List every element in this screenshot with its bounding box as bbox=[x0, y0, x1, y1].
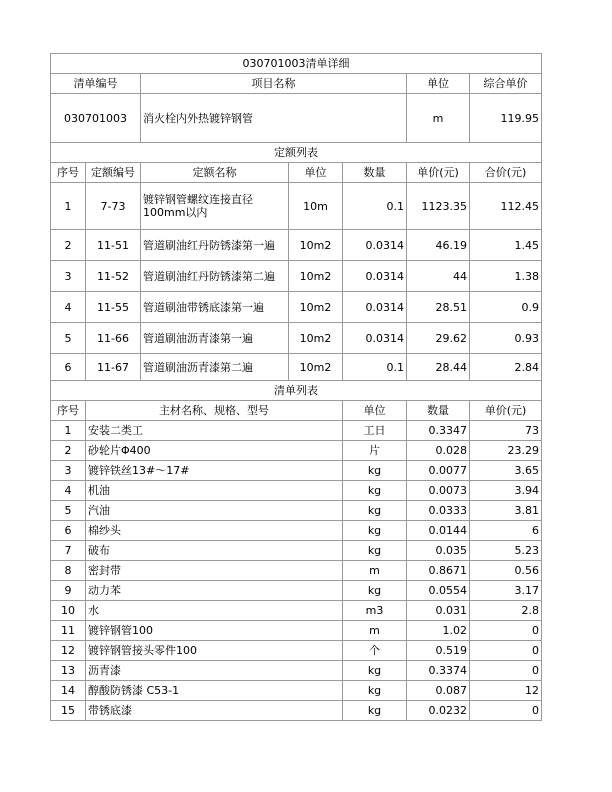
bill-price: 119.95 bbox=[470, 94, 542, 143]
quota-total: 1.38 bbox=[470, 261, 542, 292]
header-cell: 清单编号 bbox=[51, 74, 141, 94]
material-unit-price: 6 bbox=[470, 521, 542, 541]
quota-quantity: 0.1 bbox=[343, 354, 407, 381]
bill-code: 030701003 bbox=[51, 94, 141, 143]
quota-unit-price: 29.62 bbox=[407, 323, 470, 354]
quota-quantity: 0.0314 bbox=[343, 261, 407, 292]
row-number: 3 bbox=[51, 461, 86, 481]
row-number: 4 bbox=[51, 481, 86, 501]
quota-row bbox=[51, 354, 542, 381]
material-unit: m3 bbox=[343, 601, 407, 621]
material-quantity: 0.035 bbox=[407, 541, 470, 561]
header-cell: 单价(元) bbox=[407, 163, 470, 183]
quota-name: 管道刷油红丹防锈漆第一遍 bbox=[141, 230, 289, 261]
quota-total: 2.84 bbox=[470, 354, 542, 381]
header-cell: 数量 bbox=[407, 401, 470, 421]
bill-detail-table bbox=[50, 53, 542, 721]
material-quantity: 0.0077 bbox=[407, 461, 470, 481]
row-number: 8 bbox=[51, 561, 86, 581]
quota-unit-price: 44 bbox=[407, 261, 470, 292]
row-number: 13 bbox=[51, 661, 86, 681]
material-row bbox=[51, 701, 542, 721]
material-name: 机油 bbox=[86, 481, 343, 501]
row-number: 1 bbox=[51, 183, 86, 230]
material-name: 醇酸防锈漆 C53-1 bbox=[86, 681, 343, 701]
material-quantity: 0.519 bbox=[407, 641, 470, 661]
quota-unit: 10m2 bbox=[289, 323, 343, 354]
material-unit-price: 0 bbox=[470, 661, 542, 681]
row-number: 4 bbox=[51, 292, 86, 323]
material-quantity: 0.028 bbox=[407, 441, 470, 461]
material-row bbox=[51, 541, 542, 561]
material-row bbox=[51, 561, 542, 581]
quota-unit-price: 1123.35 bbox=[407, 183, 470, 230]
quota-name: 镀锌钢管螺纹连接直径100mm以内 bbox=[141, 183, 289, 230]
quota-unit-price: 28.51 bbox=[407, 292, 470, 323]
quota-unit-price: 46.19 bbox=[407, 230, 470, 261]
quota-total: 1.45 bbox=[470, 230, 542, 261]
header-cell: 定额名称 bbox=[141, 163, 289, 183]
material-name: 破布 bbox=[86, 541, 343, 561]
quota-row bbox=[51, 292, 542, 323]
material-unit: kg bbox=[343, 461, 407, 481]
row-number: 12 bbox=[51, 641, 86, 661]
material-unit: 片 bbox=[343, 441, 407, 461]
material-quantity: 0.0144 bbox=[407, 521, 470, 541]
material-row bbox=[51, 661, 542, 681]
quota-code: 11-67 bbox=[86, 354, 141, 381]
material-unit-price: 73 bbox=[470, 421, 542, 441]
quota-quantity: 0.0314 bbox=[343, 292, 407, 323]
quota-code: 11-51 bbox=[86, 230, 141, 261]
header-cell: 单价(元) bbox=[470, 401, 542, 421]
quota-name: 管道刷油带锈底漆第一遍 bbox=[141, 292, 289, 323]
quota-code: 11-55 bbox=[86, 292, 141, 323]
material-unit: kg bbox=[343, 521, 407, 541]
materials-header-row bbox=[51, 401, 542, 421]
material-name: 汽油 bbox=[86, 501, 343, 521]
bill-name: 消火栓内外热镀锌钢管 bbox=[141, 94, 407, 143]
material-name: 水 bbox=[86, 601, 343, 621]
quota-unit: 10m2 bbox=[289, 292, 343, 323]
row-number: 7 bbox=[51, 541, 86, 561]
quota-unit: 10m bbox=[289, 183, 343, 230]
material-name: 砂轮片Φ400 bbox=[86, 441, 343, 461]
quota-name: 管道刷油红丹防锈漆第二遍 bbox=[141, 261, 289, 292]
material-quantity: 0.0073 bbox=[407, 481, 470, 501]
row-number: 6 bbox=[51, 354, 86, 381]
quota-row bbox=[51, 230, 542, 261]
header-cell: 单位 bbox=[407, 74, 470, 94]
quota-total: 112.45 bbox=[470, 183, 542, 230]
material-name: 镀锌钢管100 bbox=[86, 621, 343, 641]
material-row bbox=[51, 641, 542, 661]
quota-unit: 10m2 bbox=[289, 261, 343, 292]
material-quantity: 0.8671 bbox=[407, 561, 470, 581]
quota-name: 管道刷油沥青漆第二遍 bbox=[141, 354, 289, 381]
row-number: 2 bbox=[51, 230, 86, 261]
material-unit-price: 0.56 bbox=[470, 561, 542, 581]
row-number: 11 bbox=[51, 621, 86, 641]
material-row bbox=[51, 581, 542, 601]
material-name: 安装二类工 bbox=[86, 421, 343, 441]
header-cell: 单位 bbox=[343, 401, 407, 421]
material-unit-price: 2.8 bbox=[470, 601, 542, 621]
material-name: 带锈底漆 bbox=[86, 701, 343, 721]
materials-section-title: 清单列表 bbox=[51, 381, 542, 401]
material-unit: kg bbox=[343, 501, 407, 521]
material-unit-price: 5.23 bbox=[470, 541, 542, 561]
table-title: 030701003清单详细 bbox=[51, 54, 542, 74]
material-quantity: 0.0554 bbox=[407, 581, 470, 601]
material-name: 镀锌铁丝13#～17# bbox=[86, 461, 343, 481]
material-unit: kg bbox=[343, 701, 407, 721]
header-cell: 综合单价 bbox=[470, 74, 542, 94]
bill-unit: m bbox=[407, 94, 470, 143]
row-number: 5 bbox=[51, 501, 86, 521]
material-name: 密封带 bbox=[86, 561, 343, 581]
header-cell: 项目名称 bbox=[141, 74, 407, 94]
material-unit: m bbox=[343, 561, 407, 581]
material-quantity: 0.031 bbox=[407, 601, 470, 621]
quota-total: 0.93 bbox=[470, 323, 542, 354]
material-unit-price: 3.17 bbox=[470, 581, 542, 601]
material-unit: kg bbox=[343, 541, 407, 561]
quota-code: 7-73 bbox=[86, 183, 141, 230]
header-cell: 序号 bbox=[51, 163, 86, 183]
row-number: 14 bbox=[51, 681, 86, 701]
material-unit: 工日 bbox=[343, 421, 407, 441]
material-unit: kg bbox=[343, 681, 407, 701]
material-row bbox=[51, 421, 542, 441]
quota-section-title: 定额列表 bbox=[51, 143, 542, 163]
row-number: 3 bbox=[51, 261, 86, 292]
header-cell: 数量 bbox=[343, 163, 407, 183]
row-number: 5 bbox=[51, 323, 86, 354]
quota-code: 11-52 bbox=[86, 261, 141, 292]
quota-row bbox=[51, 323, 542, 354]
material-unit: m bbox=[343, 621, 407, 641]
material-quantity: 0.3347 bbox=[407, 421, 470, 441]
material-quantity: 0.0333 bbox=[407, 501, 470, 521]
material-quantity: 1.02 bbox=[407, 621, 470, 641]
header-cell: 单位 bbox=[289, 163, 343, 183]
bill-header-row bbox=[51, 74, 542, 94]
quota-row bbox=[51, 183, 542, 230]
material-quantity: 0.3374 bbox=[407, 661, 470, 681]
quota-quantity: 0.0314 bbox=[343, 323, 407, 354]
quota-row bbox=[51, 261, 542, 292]
material-unit-price: 3.65 bbox=[470, 461, 542, 481]
row-number: 10 bbox=[51, 601, 86, 621]
material-name: 镀锌钢管接头零件100 bbox=[86, 641, 343, 661]
quota-quantity: 0.0314 bbox=[343, 230, 407, 261]
material-unit-price: 12 bbox=[470, 681, 542, 701]
row-number: 15 bbox=[51, 701, 86, 721]
header-cell: 主材名称、规格、型号 bbox=[86, 401, 343, 421]
header-cell: 序号 bbox=[51, 401, 86, 421]
material-unit-price: 3.94 bbox=[470, 481, 542, 501]
header-cell: 合价(元) bbox=[470, 163, 542, 183]
header-cell: 定额编号 bbox=[86, 163, 141, 183]
material-name: 沥青漆 bbox=[86, 661, 343, 681]
material-row bbox=[51, 621, 542, 641]
row-number: 6 bbox=[51, 521, 86, 541]
material-quantity: 0.0232 bbox=[407, 701, 470, 721]
quota-header-row bbox=[51, 163, 542, 183]
material-row bbox=[51, 601, 542, 621]
row-number: 1 bbox=[51, 421, 86, 441]
row-number: 2 bbox=[51, 441, 86, 461]
material-unit: kg bbox=[343, 481, 407, 501]
material-unit-price: 3.81 bbox=[470, 501, 542, 521]
material-row bbox=[51, 501, 542, 521]
material-row bbox=[51, 681, 542, 701]
row-number: 9 bbox=[51, 581, 86, 601]
material-row bbox=[51, 441, 542, 461]
quota-total: 0.9 bbox=[470, 292, 542, 323]
material-row bbox=[51, 481, 542, 501]
material-unit: kg bbox=[343, 581, 407, 601]
quota-unit: 10m2 bbox=[289, 354, 343, 381]
material-row bbox=[51, 521, 542, 541]
material-unit-price: 23.29 bbox=[470, 441, 542, 461]
material-quantity: 0.087 bbox=[407, 681, 470, 701]
quota-quantity: 0.1 bbox=[343, 183, 407, 230]
material-unit: 个 bbox=[343, 641, 407, 661]
material-unit-price: 0 bbox=[470, 621, 542, 641]
material-unit-price: 0 bbox=[470, 641, 542, 661]
material-unit-price: 0 bbox=[470, 701, 542, 721]
quota-name: 管道刷油沥青漆第一遍 bbox=[141, 323, 289, 354]
material-name: 棉纱头 bbox=[86, 521, 343, 541]
quota-unit-price: 28.44 bbox=[407, 354, 470, 381]
quota-unit: 10m2 bbox=[289, 230, 343, 261]
bill-row bbox=[51, 94, 542, 143]
quota-code: 11-66 bbox=[86, 323, 141, 354]
material-row bbox=[51, 461, 542, 481]
material-unit: kg bbox=[343, 661, 407, 681]
material-name: 动力苯 bbox=[86, 581, 343, 601]
